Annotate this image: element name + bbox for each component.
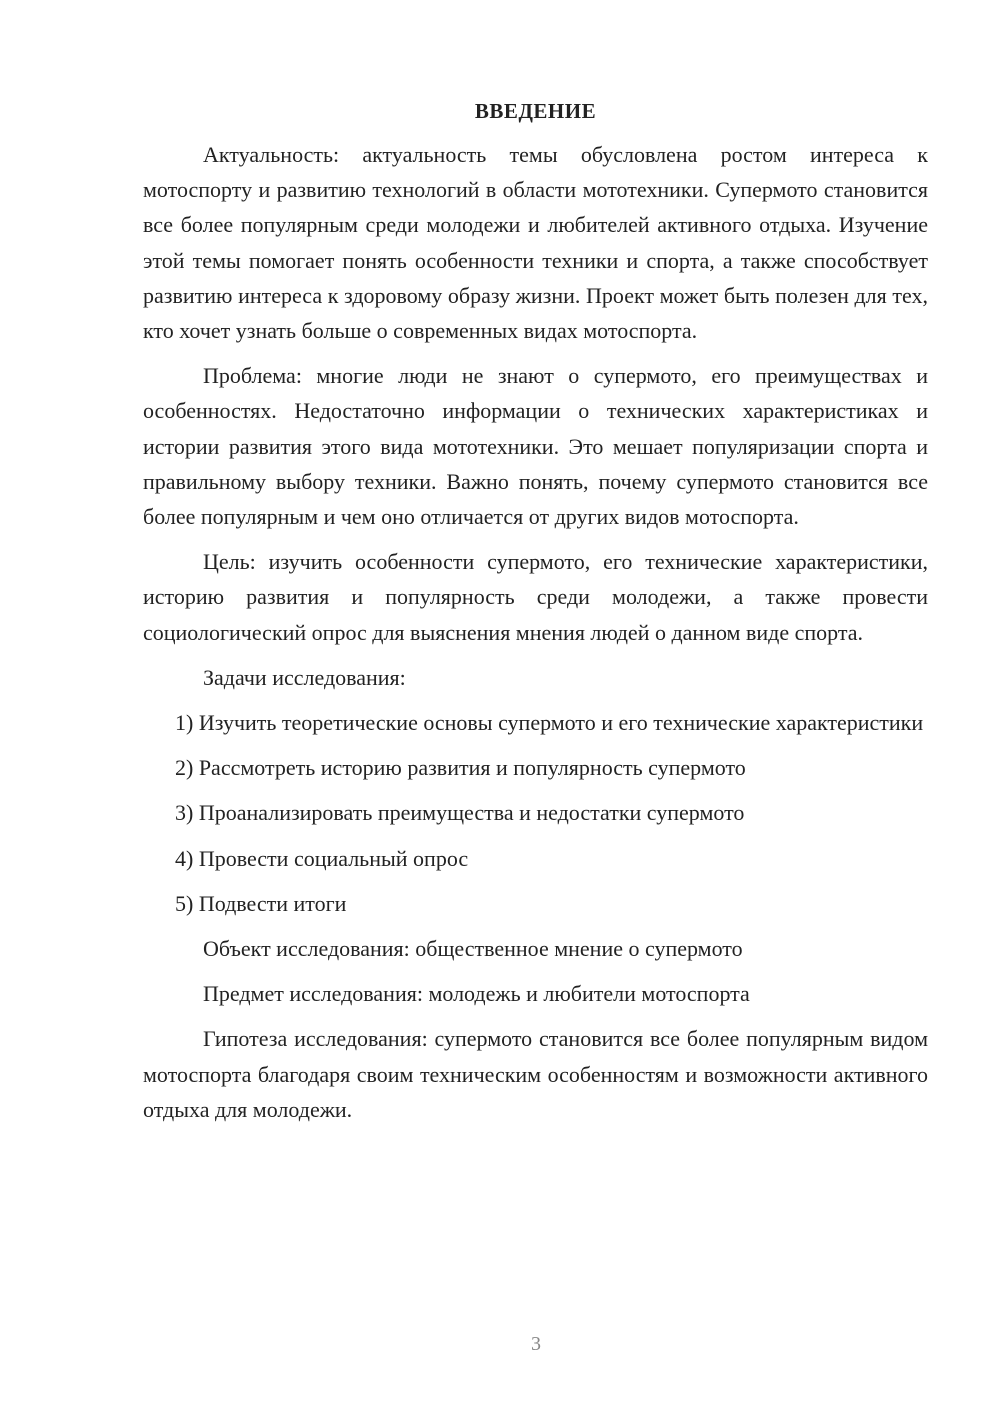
task-item-2: 2) Рассмотреть историю развития и популярность супермото <box>175 755 746 781</box>
relevance-paragraph: Актуальность: актуальность темы обусловлена ростом интереса к мотоспорту и развитию технологий в области мототехники. Супермото становится все более популярным среди молодежи и любителей активного отдыха. Изучение этой темы помогает понять особенности техники и спорта, а также способствует развитию интереса к здоровому образу жизни. Проект может быть полезен для тех, кто хочет узнать больше о современных видах мотоспорта. <box>143 142 928 344</box>
goal-paragraph: Цель: изучить особенности супермото, его технические характеристики, историю развития и популярность среди молодежи, а также провести социологический опрос для выяснения мнения людей о данном виде спорта. <box>143 549 928 645</box>
section-title: ВВЕДЕНИЕ <box>474 99 597 123</box>
tasks-heading: Задачи исследования: <box>203 664 406 690</box>
task-item-5: 5) Подвести итоги <box>175 890 347 916</box>
task-item-4: 4) Провести социальный опрос <box>175 845 469 871</box>
page-number: 3 <box>531 1333 541 1355</box>
research-object: Объект исследования: общественное мнение о супермото <box>203 936 743 962</box>
research-subject: Предмет исследования: молодежь и любители мотоспорта <box>203 981 750 1007</box>
page-content <box>143 94 928 1137</box>
task-item-3: 3) Проанализировать преимущества и недостатки супермото <box>175 800 745 826</box>
task-item-1: 1) Изучить теоретические основы супермото и его технические характеристики <box>175 710 924 736</box>
problem-paragraph: Проблема: многие люди не знают о супермото, его преимуществах и особенностях. Недостаточно информации о технических характеристиках и истории развития этого вида мототехники. Это мешает популяризации спорта и правильному выбору техники. Важно понять, почему супермото становится все более популярным и чем оно отличается от других видов мотоспорта. <box>143 363 928 530</box>
research-hypothesis: Гипотеза исследования: супермото становится все более популярным видом мотоспорта благодаря своим техническим особенностям и возможности активного отдыха для молодежи. <box>143 1026 928 1122</box>
